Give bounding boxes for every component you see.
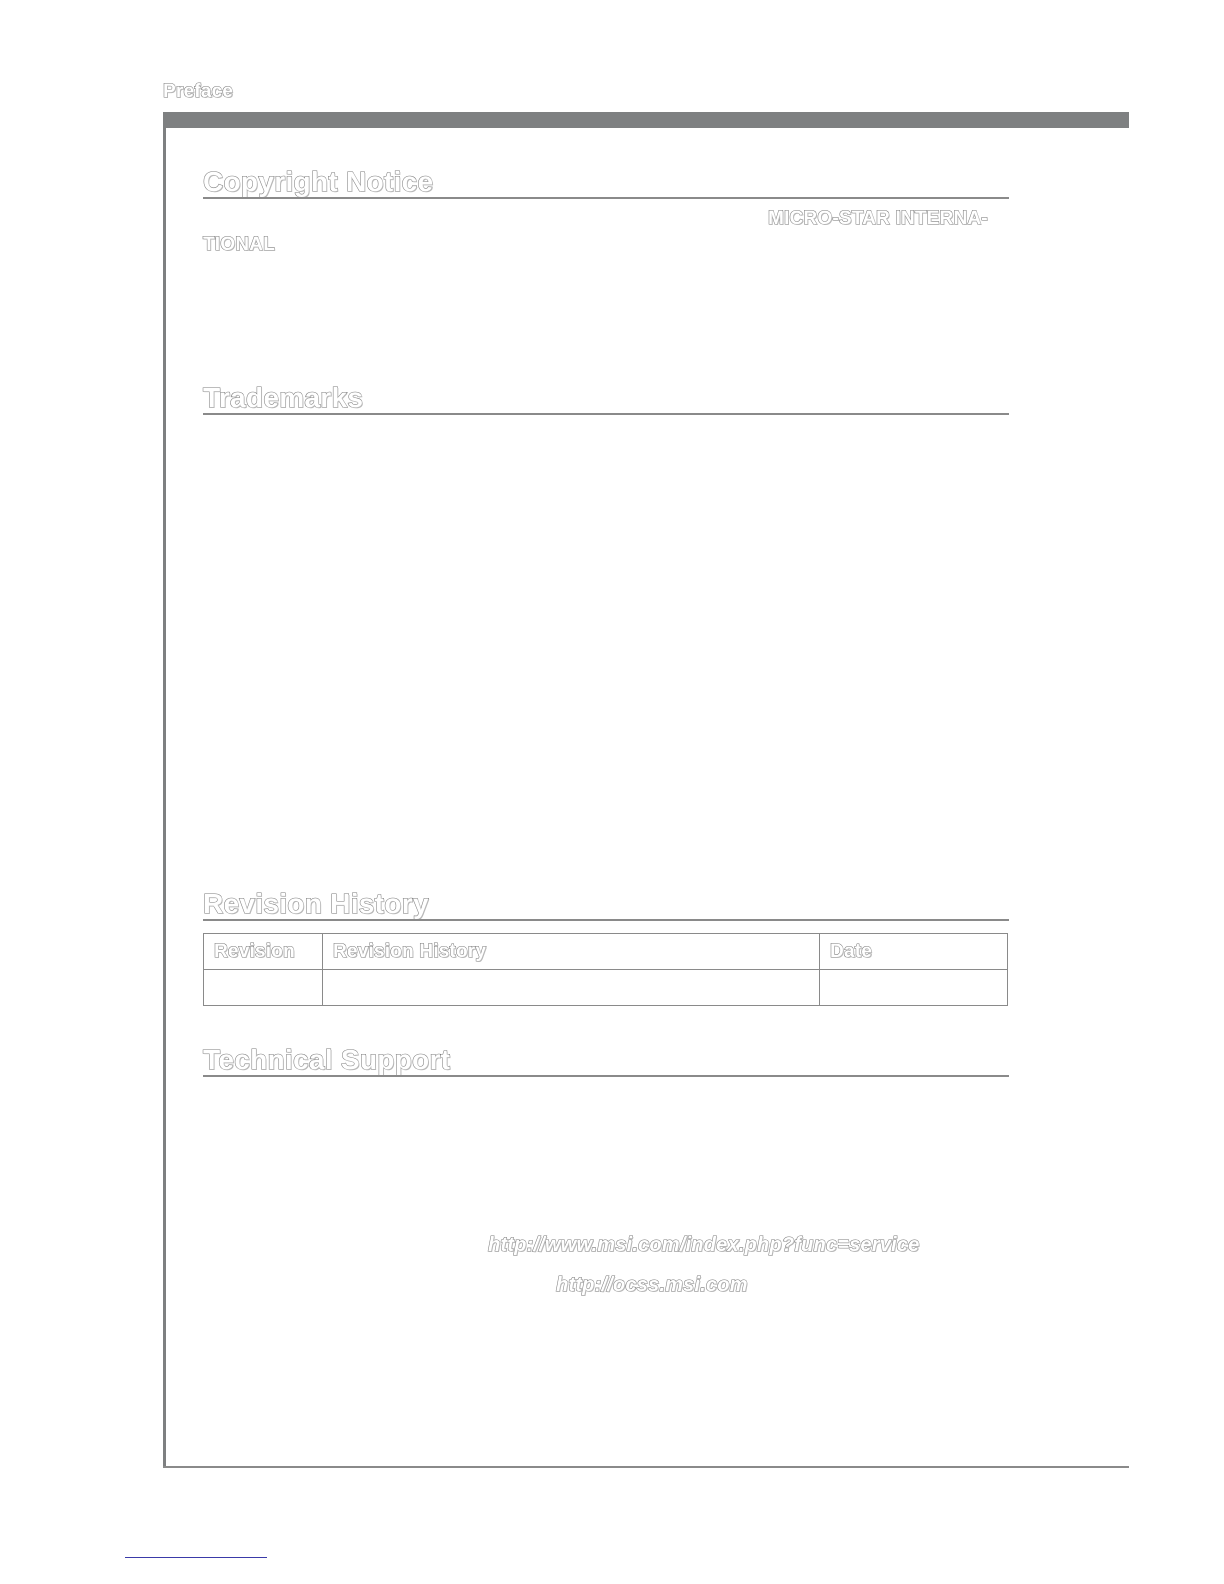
technical-support-title: Technical Support: [203, 1044, 451, 1075]
column-header-revision: Revision: [204, 934, 323, 970]
revision-history-rule: [203, 919, 1009, 921]
cell-revision: [204, 970, 323, 1006]
company-name-part1: MICRO-STAR INTERNA-: [768, 208, 988, 229]
table-row: [204, 970, 1008, 1006]
copyright-rule: [203, 197, 1009, 199]
cell-date: [820, 970, 1008, 1006]
table-header-row: [204, 934, 1008, 970]
technical-support-rule: [203, 1075, 1009, 1077]
running-header: Preface: [163, 81, 234, 102]
bottom-border-rule: [163, 1466, 1129, 1468]
revision-history-table: [203, 933, 1008, 1006]
copyright-title: Copyright Notice: [203, 166, 434, 197]
ocss-link[interactable]: http://ocss.msi.com: [556, 1274, 748, 1296]
column-header-date: Date: [820, 934, 1008, 970]
trademarks-rule: [203, 413, 1009, 415]
company-name-part2: TIONAL: [203, 234, 275, 255]
cell-revision-history: [323, 970, 820, 1006]
header-bar: [163, 112, 1129, 128]
column-header-revision-history: Revision History: [323, 934, 820, 970]
service-link[interactable]: http://www.msi.com/index.php?func=service: [488, 1234, 920, 1256]
footer-link-underline: [125, 1557, 267, 1558]
trademarks-title: Trademarks: [203, 382, 364, 413]
left-border-rule: [163, 112, 166, 1468]
revision-history-title: Revision History: [203, 888, 429, 919]
